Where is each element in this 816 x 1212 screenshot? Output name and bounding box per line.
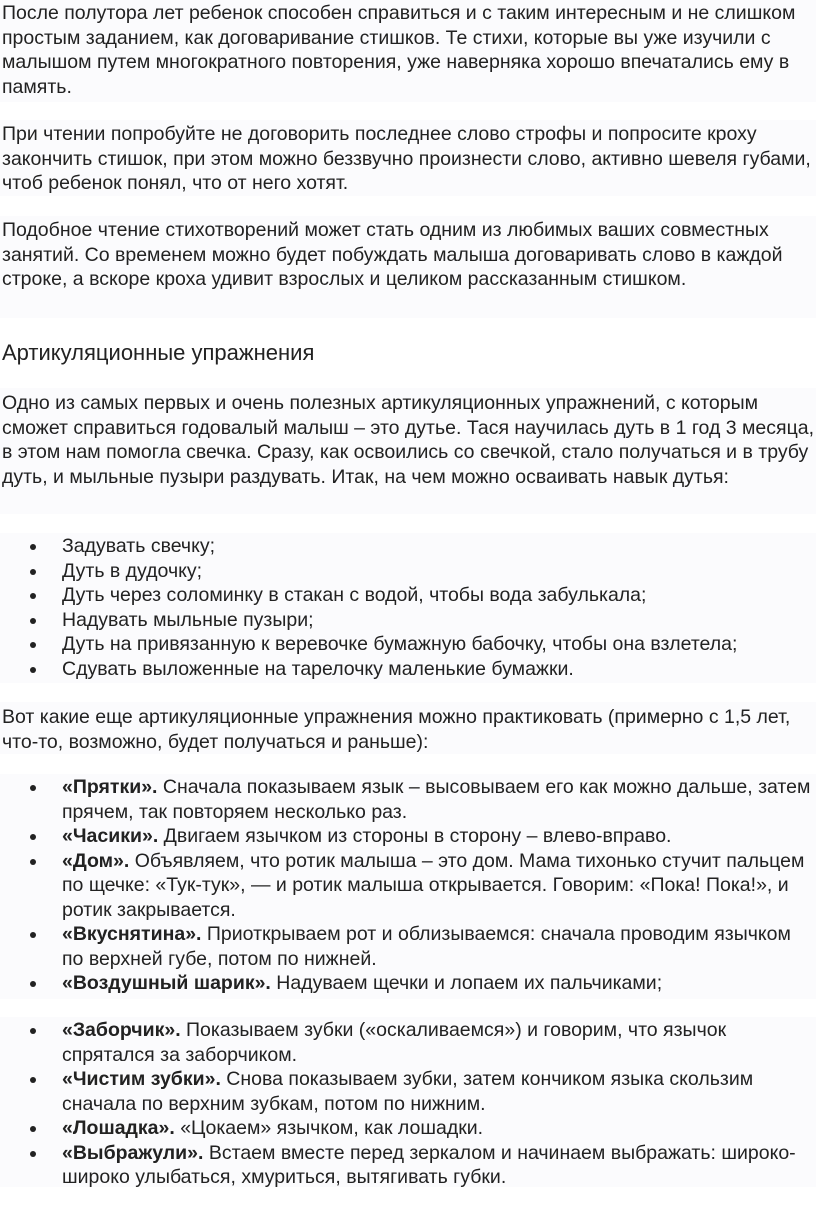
bullet-icon	[30, 544, 36, 550]
bullet-icon	[30, 1028, 36, 1034]
heading-block	[0, 337, 816, 371]
exercise-item	[0, 1018, 816, 1067]
section-heading: Артикуляционные упражнения	[2, 340, 315, 365]
bullet-icon	[30, 618, 36, 624]
exercise-title: «Выбражули».	[62, 1141, 204, 1164]
paragraph-block-3	[0, 216, 816, 318]
exercises-list-b	[0, 1017, 816, 1190]
bullet-icon	[30, 1126, 36, 1132]
exercise-description: Снова показываем зубки, затем кончиком языка скользим сначала по верхним зубкам, потом по нижним.	[62, 1068, 754, 1115]
bullet-icon	[30, 593, 36, 599]
exercise-item	[0, 824, 816, 849]
list-item-text: Дуть в дудочку;	[62, 559, 203, 582]
list-item	[0, 534, 816, 559]
list-item-text: Надувать мыльные пузыри;	[62, 608, 314, 631]
exercise-item	[0, 1116, 816, 1141]
exercise-title: «Часики».	[62, 825, 159, 847]
exercise-item	[0, 849, 816, 923]
exercise-title: «Лошадка».	[62, 1117, 175, 1139]
exercise-title: «Воздушный шарик».	[62, 972, 271, 994]
exercise-title: «Дом».	[62, 849, 130, 872]
exercise-description: Приоткрываем рот и облизываемся: сначала проводим язычком по верхней губе, потом по нижней.	[62, 923, 791, 970]
exercise-description: Объявляем, что ротик малыша – это дом. Мама тихонько стучит пальцем по щечке: «Тук-тук», — и ротик малыша открывается. Говорим: «Пока! Пока!», и ротик закрывается.	[62, 849, 805, 921]
exercise-description: Двигаем язычком из стороны в сторону – влево-вправо.	[158, 825, 672, 847]
bullet-icon	[30, 981, 36, 987]
exercise-title: «Прятки».	[62, 776, 158, 798]
bullet-icon	[30, 1077, 36, 1083]
bullet-icon	[30, 642, 36, 648]
bullet-icon	[30, 667, 36, 673]
list-item	[0, 583, 816, 608]
exercises-list-b-block	[0, 1017, 816, 1187]
bullet-icon	[30, 859, 36, 865]
list-item-text: Дуть на привязанную к веревочке бумажную бабочку, чтобы она взлетела;	[62, 633, 738, 655]
paragraph-3: Подобное чтение стихотворений может стать одним из любимых ваших совместных занятий. Со временем можно будет побуждать малыша договаривать слово в каждой строке, а вскоре кроха удивит взрослых и целиком рассказанным стишком.	[2, 219, 783, 290]
exercise-item	[0, 775, 816, 824]
exercises-intro-paragraph: Вот какие еще артикуляционные упражнения можно практиковать (примерно с 1,5 лет, что-то, возможно, будет получаться и раньше):	[2, 706, 791, 753]
exercise-description: Сначала показываем язык – высовываем его как можно дальше, затем прячем, так повторяем несколько раз.	[62, 776, 811, 823]
exercise-description: Встаем вместе перед зеркалом и начинаем выбражать: широко-широко улыбаться, хмуриться, вытягивать губки.	[62, 1141, 796, 1188]
list-item	[0, 559, 816, 584]
blowing-list-block	[0, 533, 816, 683]
bullet-icon	[30, 834, 36, 840]
bullet-icon	[30, 569, 36, 575]
exercises-list-a	[0, 774, 816, 996]
exercise-item	[0, 1141, 816, 1190]
list-item	[0, 608, 816, 633]
exercises-list-a-block	[0, 774, 816, 999]
paragraph-2: При чтении попробуйте не договорить последнее слово строфы и попросите кроху закончить стишок, при этом можно беззвучно произнести слово, активно шевеля губами, чтоб ребенок понял, что от него хотят.	[2, 123, 811, 194]
exercise-item	[0, 971, 816, 996]
blowing-list	[0, 533, 816, 681]
exercise-title: «Чистим зубки».	[62, 1068, 221, 1090]
list-item-text: Сдувать выложенные на тарелочку маленькие бумажки.	[62, 657, 574, 680]
bullet-icon	[30, 932, 36, 938]
paragraph-block-1	[0, 0, 816, 102]
exercise-item	[0, 922, 816, 971]
list-item	[0, 657, 816, 682]
exercise-title: «Вкуснятина».	[62, 923, 202, 945]
bullet-icon	[30, 785, 36, 791]
exercise-description: Показываем зубки («оскаливаемся») и говорим, что язычок спрятался за заборчиком.	[62, 1019, 727, 1066]
paragraph-block-2	[0, 120, 816, 196]
exercises-intro-block	[0, 702, 816, 754]
intro-paragraph: Одно из самых первых и очень полезных артикуляционных упражнений, с которым сможет справиться годовалый малыш – это дутье. Тася научилась дуть в 1 год 3 месяца, в этом нам помогла свечка. Сразу, как освоились со свечкой, стало получаться и в трубу дуть, и мыльные пузыри раздувать. Итак, на чем можно осваивать навык дутья:	[2, 392, 815, 488]
exercise-item	[0, 1067, 816, 1116]
paragraph-1: После полутора лет ребенок способен справиться и с таким интересным и не слишком простым заданием, как договаривание стишков. Те стихи, которые вы уже изучили с малышом путем многократного повторения, уже наверняка хорошо впечатались ему в память.	[2, 2, 796, 98]
list-item-text: Задувать свечку;	[62, 535, 215, 557]
exercise-title: «Заборчик».	[62, 1019, 181, 1041]
list-item	[0, 632, 816, 657]
intro-block	[0, 388, 816, 514]
exercise-description: «Цокаем» язычком, как лошадки.	[174, 1117, 484, 1139]
exercise-description: Надуваем щечки и лопаем их пальчиками;	[270, 972, 663, 994]
list-item-text: Дуть через соломинку в стакан с водой, чтобы вода забулькала;	[62, 584, 647, 606]
bullet-icon	[30, 1151, 36, 1157]
